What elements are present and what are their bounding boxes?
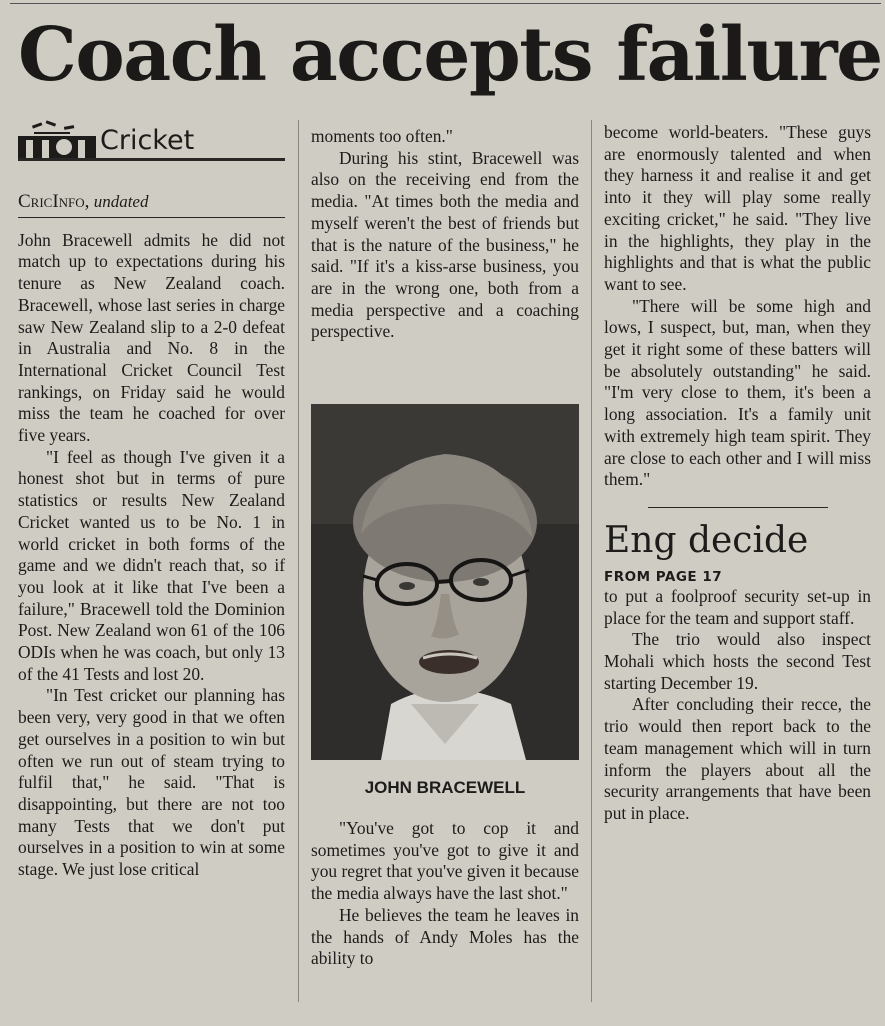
photo-caption: JOHN BRACEWELL bbox=[364, 778, 526, 797]
column-b-bottom bbox=[311, 818, 579, 970]
sub-story-headline: Eng decide bbox=[604, 519, 809, 561]
column-divider-2 bbox=[591, 120, 592, 1002]
category-header bbox=[18, 118, 285, 161]
paragraph: to put a foolproof security set-up in place for the team and support staff. bbox=[604, 585, 871, 628]
cricket-stumps-icon bbox=[18, 118, 96, 158]
section-divider bbox=[648, 507, 828, 508]
paragraph: become world-beaters. "These guys are enormously talented and when they harness it and realise it and get into it they will play some really exciting cricket," he said. "They live in the highlights, they play in the highlights and that is what the public want to see. bbox=[604, 122, 871, 294]
paragraph: John Bracewell admits he did not match up to expectations during his tenure as New Zealand coach. Bracewell, whose last series in charge saw New Zealand slip to a 2-0 defeat in Australia and No. 8 in the International Cricket Council Test rankings, on Friday said he would miss the team he coached for over five years. bbox=[18, 229, 285, 446]
paragraph: The trio would also inspect Mohali which hosts the second Test starting December 19. bbox=[604, 629, 871, 693]
paragraph: After concluding their recce, the trio would then report back to the team management which will in turn inform the players about all the security arrangements that have been put in place. bbox=[604, 694, 871, 823]
coach-photo bbox=[311, 404, 579, 760]
from-page-label: FROM PAGE 17 bbox=[604, 568, 723, 585]
paragraph: He believes the team he leaves in the hands of Andy Moles has the ability to bbox=[311, 904, 579, 969]
byline bbox=[18, 191, 285, 218]
byline-date: undated bbox=[93, 192, 149, 211]
column-a bbox=[18, 118, 285, 881]
byline-source: CricInfo, bbox=[18, 191, 90, 212]
headline: Coach accepts failure bbox=[18, 12, 882, 98]
portrait-illustration bbox=[311, 404, 579, 760]
column-c bbox=[604, 122, 871, 825]
paragraph: "I feel as though I've given it a honest shot but in terms of pure statistics or results New Zealand Cricket wanted us to be No. 1 in world cricket in both forms of the game and we didn't reach that, so if you look at it like that I've been a failure," Bracewell told the Dominion Post. New Zealand won 61 of the 106 ODIs when he was coach, but only 13 of the 41 Tests and lost 20. bbox=[18, 446, 285, 684]
category-label: Cricket bbox=[100, 125, 195, 156]
column-b-top bbox=[311, 126, 579, 343]
paragraph: "You've got to cop it and sometimes you've got to give it and you regret that you've given it because the media always have the last shot." bbox=[311, 818, 579, 904]
top-rule bbox=[10, 3, 881, 4]
column-divider-1 bbox=[298, 120, 299, 1002]
paragraph: During his stint, Bracewell was also on the receiving end from the media. "At times both the media and myself weren't the best of friends but that is the nature of the business," he said. "If it's a kiss-arse business, you are in the wrong one, both from a media perspective and a coaching perspective. bbox=[311, 147, 579, 342]
paragraph: "There will be some high and lows, I suspect, but, man, when they get it right some of these batters will be absolutely outstanding" he said. "I'm very close to them, it's been a long association. It's a family unit with extremely high team spirit. They are close to each other and I will miss them." bbox=[604, 295, 871, 490]
paragraph: moments too often." bbox=[311, 126, 453, 146]
paragraph: "In Test cricket our planning has been very, very good in that we often get ourselves in a position to win but often we run out of steam trying to fulfil that," he said. "That is disappointing, but there are not too many Tests that we don't put ourselves in a position to win at some stage. We just lose critical bbox=[18, 685, 285, 880]
